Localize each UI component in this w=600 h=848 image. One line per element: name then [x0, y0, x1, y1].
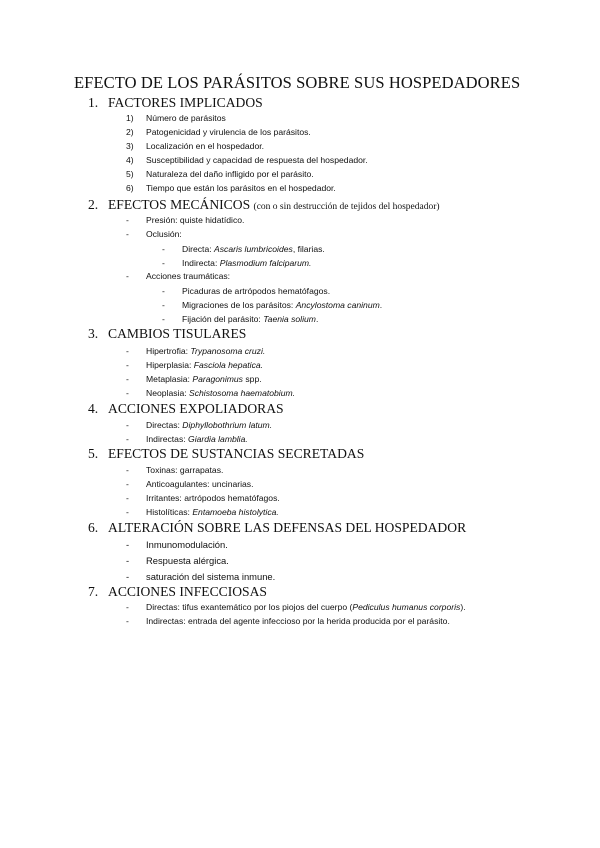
item-label: Presión:: [146, 215, 180, 225]
item-label: Migraciones de los parásitos:: [182, 300, 296, 310]
list-marker: 2): [126, 127, 134, 137]
list-marker: -: [126, 388, 129, 398]
list-marker: 5): [126, 169, 134, 179]
species-name: Giardia lamblia.: [188, 434, 248, 444]
item-text: ).: [460, 602, 466, 612]
section-number: 2.: [88, 197, 99, 212]
item-label: Oclusión:: [146, 229, 182, 239]
item-text: artrópodos hematófagos.: [184, 493, 280, 503]
item-text: , filarias.: [292, 244, 325, 254]
section-number: 7.: [88, 584, 99, 599]
species-name: Entamoeba histolytica.: [192, 507, 279, 517]
list-marker: 6): [126, 183, 134, 193]
list-marker: -: [126, 616, 129, 626]
section-title: ALTERACIÓN SOBRE LAS DEFENSAS DEL HOSPEDADOR: [108, 520, 467, 535]
list-marker: -: [126, 465, 129, 475]
list-marker: -: [126, 507, 129, 517]
item-label: Indirecta:: [182, 258, 220, 268]
list-marker: -: [126, 493, 129, 503]
item-text: .: [379, 300, 383, 310]
section-number: 6.: [88, 520, 99, 535]
item-label: Histolíticas:: [146, 507, 193, 517]
item-text: Picaduras de artrópodos hematófagos.: [182, 286, 331, 296]
list-marker: -: [126, 271, 129, 281]
list-marker: -: [162, 244, 165, 254]
item-text: Respuesta alérgica.: [146, 555, 229, 566]
species-name: Ancylostoma caninum: [295, 300, 380, 310]
list-marker: -: [162, 258, 165, 268]
section-title: ACCIONES INFECCIOSAS: [108, 584, 267, 599]
list-marker: -: [126, 229, 129, 239]
section-title: EFECTOS MECÁNICOS: [108, 197, 251, 212]
list-marker: -: [126, 215, 129, 225]
item-text: saturación del sistema inmune.: [146, 571, 276, 582]
list-item-text: Número de parásitos: [146, 113, 226, 123]
list-marker: -: [126, 555, 130, 566]
item-label: Fijación del parásito:: [182, 314, 264, 324]
item-label: Hipertrofia:: [146, 346, 191, 356]
list-marker: -: [126, 479, 129, 489]
item-text: spp.: [242, 374, 262, 384]
section-number: 3.: [88, 326, 99, 341]
list-item-text: Susceptibilidad y capacidad de respuesta del hospedador.: [146, 155, 368, 165]
species-name: Paragonimus: [192, 374, 243, 384]
species-name: Schistosoma haematobium.: [189, 388, 296, 398]
section-title: FACTORES IMPLICADOS: [108, 95, 263, 110]
species-name: Diphyllobothrium latum.: [182, 420, 273, 430]
section-4-heading: [88, 401, 284, 417]
item-text: quiste hidatídico.: [179, 215, 245, 225]
item-text: tifus exantemático por los piojos del cuerpo (: [182, 602, 353, 612]
list-marker: 1): [126, 113, 134, 123]
species-name: Trypanosoma cruzi.: [190, 346, 266, 356]
item-text: uncinarias.: [211, 479, 254, 489]
list-marker: -: [126, 434, 129, 444]
item-text: Inmunomodulación.: [146, 539, 228, 550]
section-3-heading: [88, 326, 246, 342]
species-name: Ascaris lumbricoides: [214, 244, 293, 254]
list-marker: -: [162, 300, 165, 310]
item-label: Anticoagulantes:: [146, 479, 212, 489]
item-label: Hiperplasia:: [146, 360, 194, 370]
list-item-text: Tiempo que están los parásitos en el hospedador.: [146, 183, 336, 193]
section-title: CAMBIOS TISULARES: [108, 326, 247, 341]
list-marker: -: [126, 346, 129, 356]
item-label: Directas:: [146, 420, 183, 430]
item-label: Directas:: [146, 602, 183, 612]
item-label: Indirectas:: [146, 434, 189, 444]
item-text: garrapatas.: [179, 465, 224, 475]
item-label: Indirectas:: [146, 616, 189, 626]
item-label: Irritantes:: [146, 493, 185, 503]
list-marker: -: [126, 374, 129, 384]
list-marker: -: [162, 314, 165, 324]
list-marker: -: [162, 286, 165, 296]
section-title: ACCIONES EXPOLIADORAS: [108, 401, 284, 416]
section-1-heading: [88, 95, 263, 111]
section-5-heading: [88, 446, 364, 462]
species-name: Plasmodium falciparum.: [219, 258, 312, 268]
section-number: 4.: [88, 401, 99, 416]
item-label: Directa:: [182, 244, 214, 254]
item-text: entrada del agente infeccioso por la herida producida por el parásito.: [188, 616, 450, 626]
section-number: 5.: [88, 446, 99, 461]
list-marker: -: [126, 360, 129, 370]
list-marker: -: [126, 420, 129, 430]
item-label: Toxinas:: [146, 465, 180, 475]
species-name: Pediculus humanus corporis: [352, 602, 461, 612]
item-label: Neoplasia:: [146, 388, 189, 398]
page-title: EFECTO DE LOS PARÁSITOS SOBRE SUS HOSPEDADORES: [74, 73, 521, 92]
species-name: Taenia solium: [263, 314, 316, 324]
list-marker: 3): [126, 141, 134, 151]
item-text: .: [315, 314, 319, 324]
list-marker: -: [126, 539, 130, 550]
section-note: (con o sin destrucción de tejidos del hospedador): [253, 202, 440, 212]
section-2-heading: [88, 197, 440, 213]
species-name: Fasciola hepatica.: [193, 360, 264, 370]
section-title: EFECTOS DE SUSTANCIAS SECRETADAS: [108, 446, 365, 461]
section-7-heading: [88, 584, 267, 600]
section-6-heading: [88, 520, 466, 536]
list-marker: -: [126, 571, 130, 582]
list-marker: -: [126, 602, 129, 612]
list-item-text: Naturaleza del daño infligido por el parásito.: [146, 169, 314, 179]
list-marker: 4): [126, 155, 134, 165]
section-number: 1.: [88, 95, 99, 110]
list-item-text: Patogenicidad y virulencia de los parásitos.: [146, 127, 311, 137]
list-item-text: Localización en el hospedador.: [146, 141, 265, 151]
item-label: Acciones traumáticas:: [146, 271, 231, 281]
item-label: Metaplasia:: [146, 374, 193, 384]
